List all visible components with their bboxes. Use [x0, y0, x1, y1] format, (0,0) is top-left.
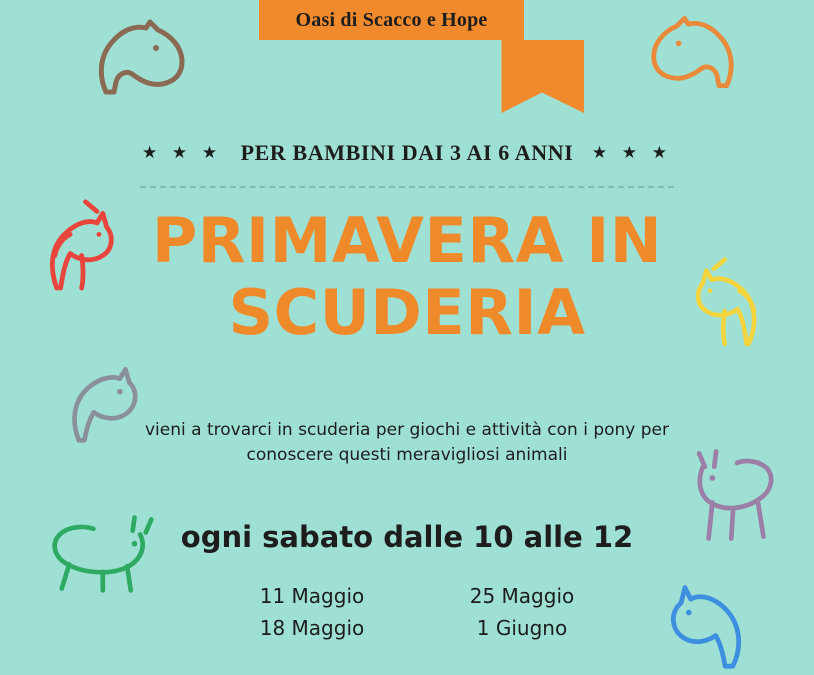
dates-column-right [417, 580, 627, 644]
dates-block [207, 580, 627, 644]
description-text: vieni a trovarci in scuderia per giochi e attività con i pony per conoscere questi meravigliosi animali [144, 420, 669, 465]
stars-right-icon: ★ ★ ★ [591, 143, 673, 162]
horse-head-brown-top-left-icon [88, 18, 190, 96]
title-line-1: PRIMAVERA IN [151, 204, 663, 277]
dashed-divider [140, 186, 674, 188]
dates-column-left [207, 580, 417, 644]
date-item: 25 Maggio [469, 584, 575, 608]
subtitle-row [0, 140, 814, 166]
banner-title: Oasi di Scacco e Hope [295, 9, 488, 31]
horse-head-blue-bottom-right-icon [660, 578, 752, 670]
schedule-text: ogni sabato dalle 10 alle 12 [180, 520, 634, 554]
date-item: 18 Maggio [259, 616, 365, 640]
title-line-2: SCUDERIA [228, 276, 586, 349]
ribbon-tail-shape [434, 40, 584, 113]
stars-left-icon: ★ ★ ★ [141, 143, 223, 162]
horse-head-orange-top-right-icon [646, 14, 744, 90]
horse-head-gray-left-icon [62, 360, 146, 444]
banner-ribbon [259, 0, 584, 125]
date-item: 1 Giugno [476, 616, 568, 640]
page-title [0, 205, 814, 349]
subtitle-text: PER BAMBINI DAI 3 AI 6 ANNI [240, 140, 574, 165]
date-item: 11 Maggio [259, 584, 365, 608]
